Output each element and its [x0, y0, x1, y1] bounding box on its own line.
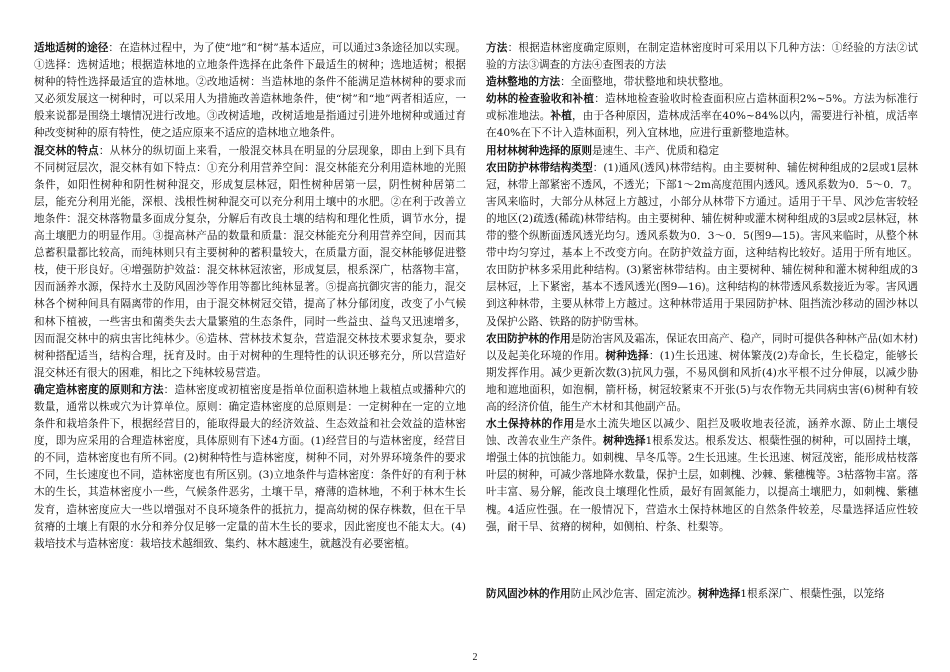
section-subheading: 树种选择	[605, 349, 649, 362]
section-body: ：造林地检查验收时检查面积应占造林面积2%~5%。方法为标准行或标准地法。	[486, 93, 918, 123]
section-heading: 农田防护林带结构类型	[486, 161, 593, 174]
section-body: 是速生、丰产、优质和稳定	[591, 144, 720, 157]
section-subheading: 补植	[550, 110, 572, 123]
section-body-continued: ：(1)生长迅速、树体繁茂(2)寿命长，生长稳定，能够长期发挥作用。减少更新次数(3)抗风力强，不易风倒和风折(4)水平根不过分伸展，以减少胁地和遮地面积，如泡桐，箭杆杨，树冠较紧束不开张(5)与农作物无共同病虫害(6)树种有较高的经济价值，能生产木材和其他副产品。	[486, 349, 919, 413]
section-heading: 幼林的检查验收和补植	[486, 93, 595, 106]
section-heading: 适地适树的途径	[34, 42, 109, 54]
section-body: ：从林分的纵切面上来看，一般混交林具在明显的分层现象，即由上到下具有不同树冠层次，混交林有如下特点：①充分利用营养空间：混交林能充分利用造林地的光照条件，如阳性树种和阴性树种混交，形成复层林冠，阳性树种居第一层，阴性树种居第二层，能充分利用光能，深根、浅根性树种混交可以充分利用土壤中的水肥。②在利于改善立地条件：混交林落物量多面成分复杂，分解后有改良土壤的结构和理化性质，调节水分，提高土壤肥力的明显作用。③提高林产品的数量和质量：混交林能充分利用营养空间，因而其总蓄积量都比较高，而纯林则只有主要树种的蓄积量较大，在质量方面，混交林能够促进整枝，使干形良好。④增强防护效益：混交林林冠浓密，形成复层，根系深广，枯落物丰富，因而涵养水源，保持水土及防风固沙等作用等都比纯林显著。⑤提高抗御灾害的能力，混交林各个树种间具有隔离带的作用，由于混交林树冠交错，提高了林分郁闭度，改变了小气候和林下植被，一些害虫和菌类失去大量繁殖的生态条件，同时一些益虫、益鸟又迅速增多，因而混交林中的病虫害比纯林少。⑥造林、营林技术复杂，营造混交林技术要求复杂，要求树种搭配适当，结构合理，抚育及时。由于对树种的生理特性的认识还够充分，所以营造好混交林还有很大的困难，相比之下纯林较易营造。	[34, 144, 467, 379]
section-heading: 水土保持林的作用	[486, 418, 575, 431]
section-site-preparation	[486, 74, 918, 91]
section-body: ：(1)通风(透风)林带结构。由主要树种、辅佐树种组成的2层或1层林冠，林带上部紧密不透风，不透光；下部1～2m高度范围内透风。透风系数为0．5～0．7。害风来临时，大部分从林冠上方越过，小部分从林带下方通过。适用于干旱、风沙危害较轻的地区(2)疏透(稀疏)林带结构。由主要树种、辅佐树种或灌木树种组成的3层或2层林冠，林带的整个纵断面透风透光均匀。透风系数为0．3～0．5(图9—15)。害风来临时，从整个林带中均匀穿过，基本上不改变方向。在防护效益方面，这种结构比较好。适用于所有地区。农田防护林多采用此种结构。(3)紧密林带结构。由主要树种、辅佐树种和灌木树种组成的3层林冠，上下紧密，基本不透风透光(图9—16)。这种结构的林带透风系数接近为零。害风遇到这种林带，主要从林带上方越过。这种林带适用于果园防护林、阻挡流沙移动的固沙林以及保护公路、铁路的防护防雪林。	[486, 161, 919, 328]
section-body: 防止风沙危害、固定流沙。	[570, 587, 698, 600]
section-mixed-forest	[34, 143, 466, 382]
section-body: 是水土流失地区以减少、阻拦及吸收地表径流，涵养水源、防止土壤侵蚀、改善农业生产条件。	[486, 418, 918, 448]
section-body-continued: 1根系深广、根蘖性强，以笼络	[740, 587, 885, 600]
section-young-forest-inspection	[486, 91, 918, 142]
section-heading: 造林整地的方法	[486, 76, 561, 89]
section-subheading: 树种选择	[697, 587, 741, 600]
section-shelterbelt-structure	[486, 160, 918, 331]
section-body: 是防治害风及霜冻，保证农田高产、稳产，同时可提供各种林产品(如木材)以及起美化环境的作用。	[486, 332, 919, 362]
section-body-continued: 1根系发达。根系发达、根蘖性强的树种，可以固持土壤，增强土体的抗蚀能力。如刺槐、旱冬瓜等。2生长迅速。生长迅速、树冠茂密，能形成枯枝落叶层的树种，可减少落地降水数量，保护土层，如刺槐、沙棘、紫穗槐等。3枯落物丰富。落叶丰富、易分解，能改良土壤理化性质，最好有固氮能力，以提高土壤肥力，如刺槐、紫穗槐。4适应性强。在一般情况下，营造水土保持林地区的自然条件较差，尽量选择适应性较强，耐干旱、贫瘠的树种，如侧柏、柠条、杜梨等。	[486, 435, 919, 533]
right-column	[486, 40, 918, 603]
section-heading: 农田防护林的作用	[486, 332, 571, 345]
section-heading: 混交林的特点	[34, 144, 99, 157]
section-heading: 确定造林密度的原则和方法	[34, 383, 164, 396]
section-farmland-shelterbelt	[486, 331, 918, 416]
section-site-tree-matching	[34, 40, 466, 143]
section-soil-conservation-forest	[486, 416, 918, 536]
section-body-continued: ，由于各种原因，造林成活率在40%~84%以内，需要进行补植，成活率在40%在下不计入造林面积，列入宜林地，应进行重新整地造林。	[486, 110, 919, 140]
left-column	[34, 40, 466, 553]
section-heading: 方法	[486, 42, 508, 54]
page-number: 2	[472, 652, 478, 663]
section-body: ：根据造林密度确定原则，在制定造林密度时可采用以下几种方法：①经验的方法②试验的方法③调查的方法④查图表的方法	[486, 42, 919, 72]
section-timber-species	[486, 143, 918, 160]
section-heading: 防风固沙林的作用	[486, 587, 571, 600]
section-body: ：全面整地，带状整地和块状整地。	[560, 76, 730, 89]
section-planting-density	[34, 382, 466, 553]
blank-space	[486, 536, 918, 586]
section-subheading: 树种选择	[602, 435, 646, 448]
section-density-methods	[486, 40, 918, 74]
section-heading: 用材林树种选择的原则	[486, 144, 592, 157]
section-body: ：造林密度或初植密度是指单位面积造林地上栽植点或播种穴的数量，通常以株或穴为计算单位。原则：确定造林密度的总原则是：一定树种在一定的立地条件和栽培条件下，根据经营目的，能取得最大的经济效益、生态效益和社会效益的造林密度，即为应采用的合理造林密度，具体原则有下述4方面。(1)经营目的与造林密度，经营目的不同，造林密度也有所不同。(2)树种特性与造林密度，树种不同，对外界环境条件的要求不同，生长速度也不同，造林密度也有所区别。(3)立地条件与造林密度：条件好的有利于林木的生长，其造林密度小一些，气候条件恶劣，土壤干旱，瘠薄的造林地，不利于林木生长发育，造林密度应大一些以增强对不良环境条件的抵抗力，提高幼树的保存株数，但在干旱贫瘠的土壤上有限的水分和养分仅足够一定量的苗木生长的要求，因此密度也不能太大。(4)栽培技术与造林密度：栽培技术越细致、集约、林木越速生，就越没有必要密植。	[34, 383, 467, 550]
section-sand-fixation-forest	[486, 586, 918, 603]
section-body: ：在造林过程中，为了使“地”和“树”基本适应，可以通过3条途径加以实现。①选择：选树适地；根据造林地的立地条件选择在此条件下最适生的树种；选地适树；根据树种的特性选择最适宜的造林地。②改地适树：当造林地的条件不能满足造林树种的要求而又必须发展这一树种时，可以采用人为措施改善造林地条件，使“树”和“地”两者相适应，一般来说都是围绕土壤情况进行改地。③改树适地，改树适地是指通过引进外地树种或通过育种改变树种的原有特性，使之适应原来不适应的造林地立地条件。	[34, 42, 466, 140]
